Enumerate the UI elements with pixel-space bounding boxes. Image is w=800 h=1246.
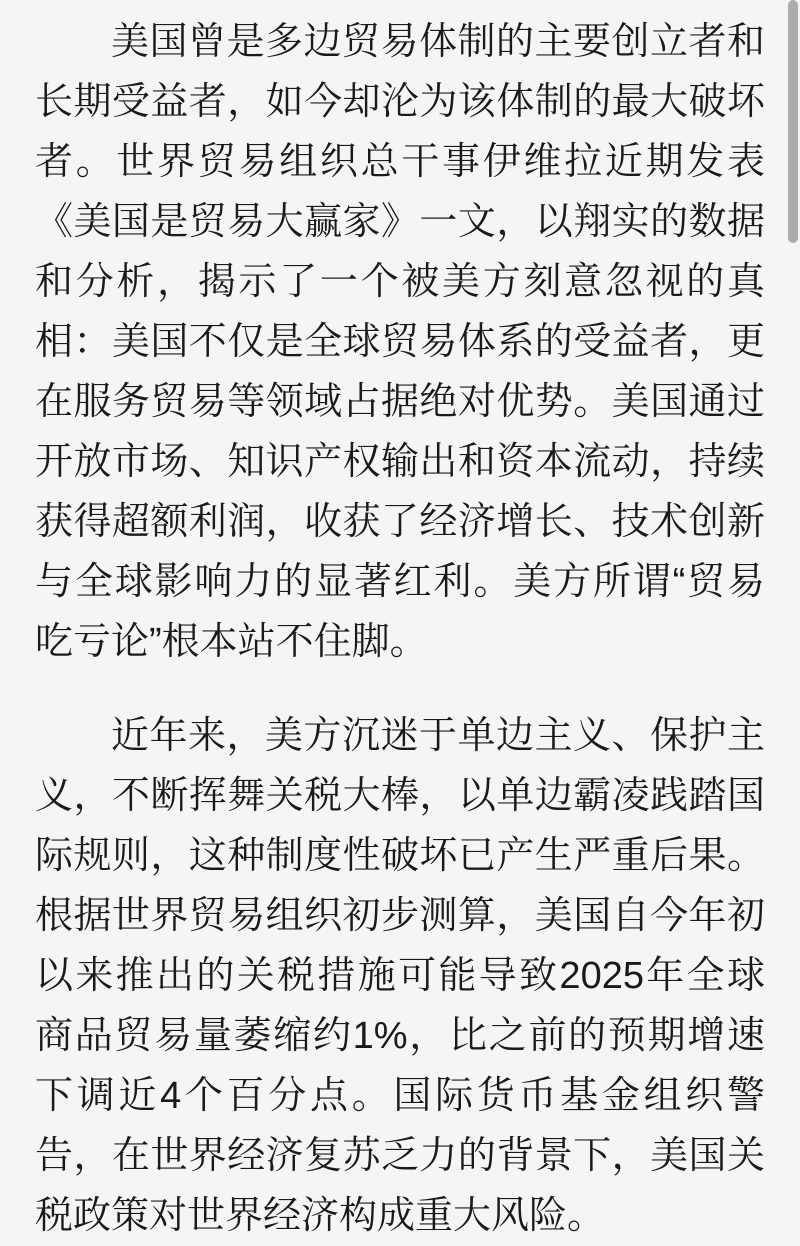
article-paragraph-1: 美国曾是多边贸易体制的主要创立者和长期受益者，如今却沦为该体制的最大破坏者。世界贸易组织总干事伊维拉近期发表《美国是贸易大赢家》一文，以翔实的数据和分析，揭示了一个被美方刻意忽视的真相：美国不仅是全球贸易体系的受益者，更在服务贸易等领域占据绝对优势。美国通过开放市场、知识产权输出和资本流动，持续获得超额利润，收获了经济增长、技术创新与全球影响力的显著红利。美方所谓“贸易吃亏论”根本站不住脚。 — [35, 21, 765, 663]
article-paragraph-2: 近年来，美方沉迷于单边主义、保护主义，不断挥舞关税大棒，以单边霸凌践踏国际规则，这种制度性破坏已产生严重后果。根据世界贸易组织初步测算，美国自今年初以来推出的关税措施可能导致2025年全球商品贸易量萎缩约1%，比之前的预期增速下调近4个百分点。国际货币基金组织警告，在世界经济复苏乏力的背景下，美国关税政策对世界经济构成重大风险。 — [35, 715, 765, 1237]
scrollbar-thumb[interactable] — [788, 0, 798, 243]
